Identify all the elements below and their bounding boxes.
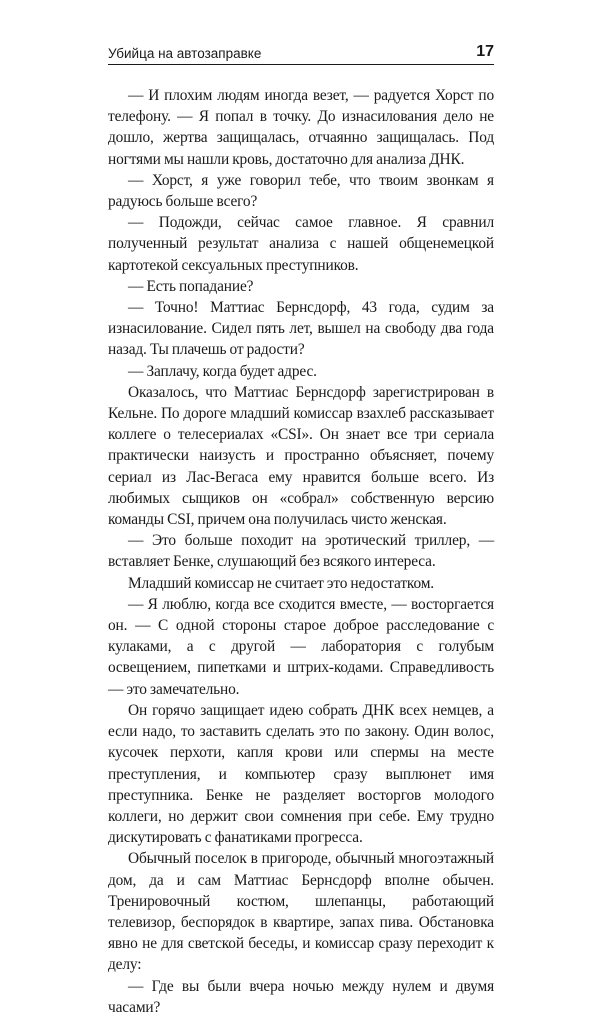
- paragraph: — Заплачу, когда будет адрес.: [128, 362, 317, 380]
- page-number: 17: [476, 43, 494, 60]
- paragraph: Обычный поселок в пригороде, обычный многоэтажный дом, да и сам Маттиас Бернсдорф вполне обычен. Тренировочный костюм, шлепанцы, работающий телевизор, беспорядок в квартире, запах пива. Обстановка явно не для светской беседы, и комиссар сразу переходит к делу:: [108, 850, 494, 974]
- paragraph: Он горячо защищает идею собрать ДНК всех немцев, а если надо, то заставить сделать это по закону. Один волос, кусочек перхоти, капля крови или спермы на месте преступления, и компьютер сразу выплюнет имя преступника. Бенке не разделяет восторгов молодого коллеги, но держит свои сомнения при себе. Ему трудно дискутировать с фанатиками прогресса.: [108, 701, 494, 847]
- body-text: [108, 85, 494, 1018]
- paragraph: — Есть попадание?: [128, 277, 254, 295]
- running-header: [108, 40, 494, 65]
- paragraph: — Я люблю, когда все сходится вместе, — восторгается он. — С одной стороны старое доброе расследование с кулаками, а с другой — лаборатория с голубым освещением, пипетками и штрих-кодами. Справедливость — это замечательно.: [108, 595, 494, 698]
- paragraph: Оказалось, что Маттиас Бернсдорф зарегистрирован в Кельне. По дороге младший комиссар взахлеб рассказывает коллеге о телесериалах «CSI». Он знает все три сериала практически наизусть и пространно объясняет, почему сериал из Лас-Вегаса ему нравится больше всего. Из любимых сыщиков он «собрал» собственную версию команды CSI, причем она получилась чисто женская.: [108, 383, 494, 529]
- paragraph: — Подожди, сейчас самое главное. Я сравнил полученный результат анализа с нашей общенемецкой картотекой сексуальных преступников.: [108, 214, 494, 274]
- paragraph: — Где вы были вчера ночью между нулем и двумя часами?: [108, 977, 494, 1016]
- paragraph: — Хорст, я уже говорил тебе, что твоим звонкам я радуюсь больше всего?: [108, 171, 494, 211]
- paragraph: — Это больше походит на эротический триллер, — вставляет Бенке, слушающий без всякого интереса.: [108, 532, 494, 571]
- running-title: Убийца на автозаправке: [108, 46, 262, 61]
- paragraph: Младший комиссар не считает это недостатком.: [128, 574, 434, 592]
- book-page: [108, 40, 494, 1018]
- paragraph: — И плохим людям иногда везет, — радуется Хорст по телефону. — Я попал в точку. До изнасилования дело не дошло, жертва защищалась, отчаянно защищалась. Под ногтями мы нашли кровь, достаточно для анализа ДНК.: [108, 87, 494, 168]
- paragraph: — Точно! Маттиас Бернсдорф, 43 года, судим за изнасилование. Сидел пять лет, вышел на свободу два года назад. Ты плачешь от радости?: [108, 299, 494, 359]
